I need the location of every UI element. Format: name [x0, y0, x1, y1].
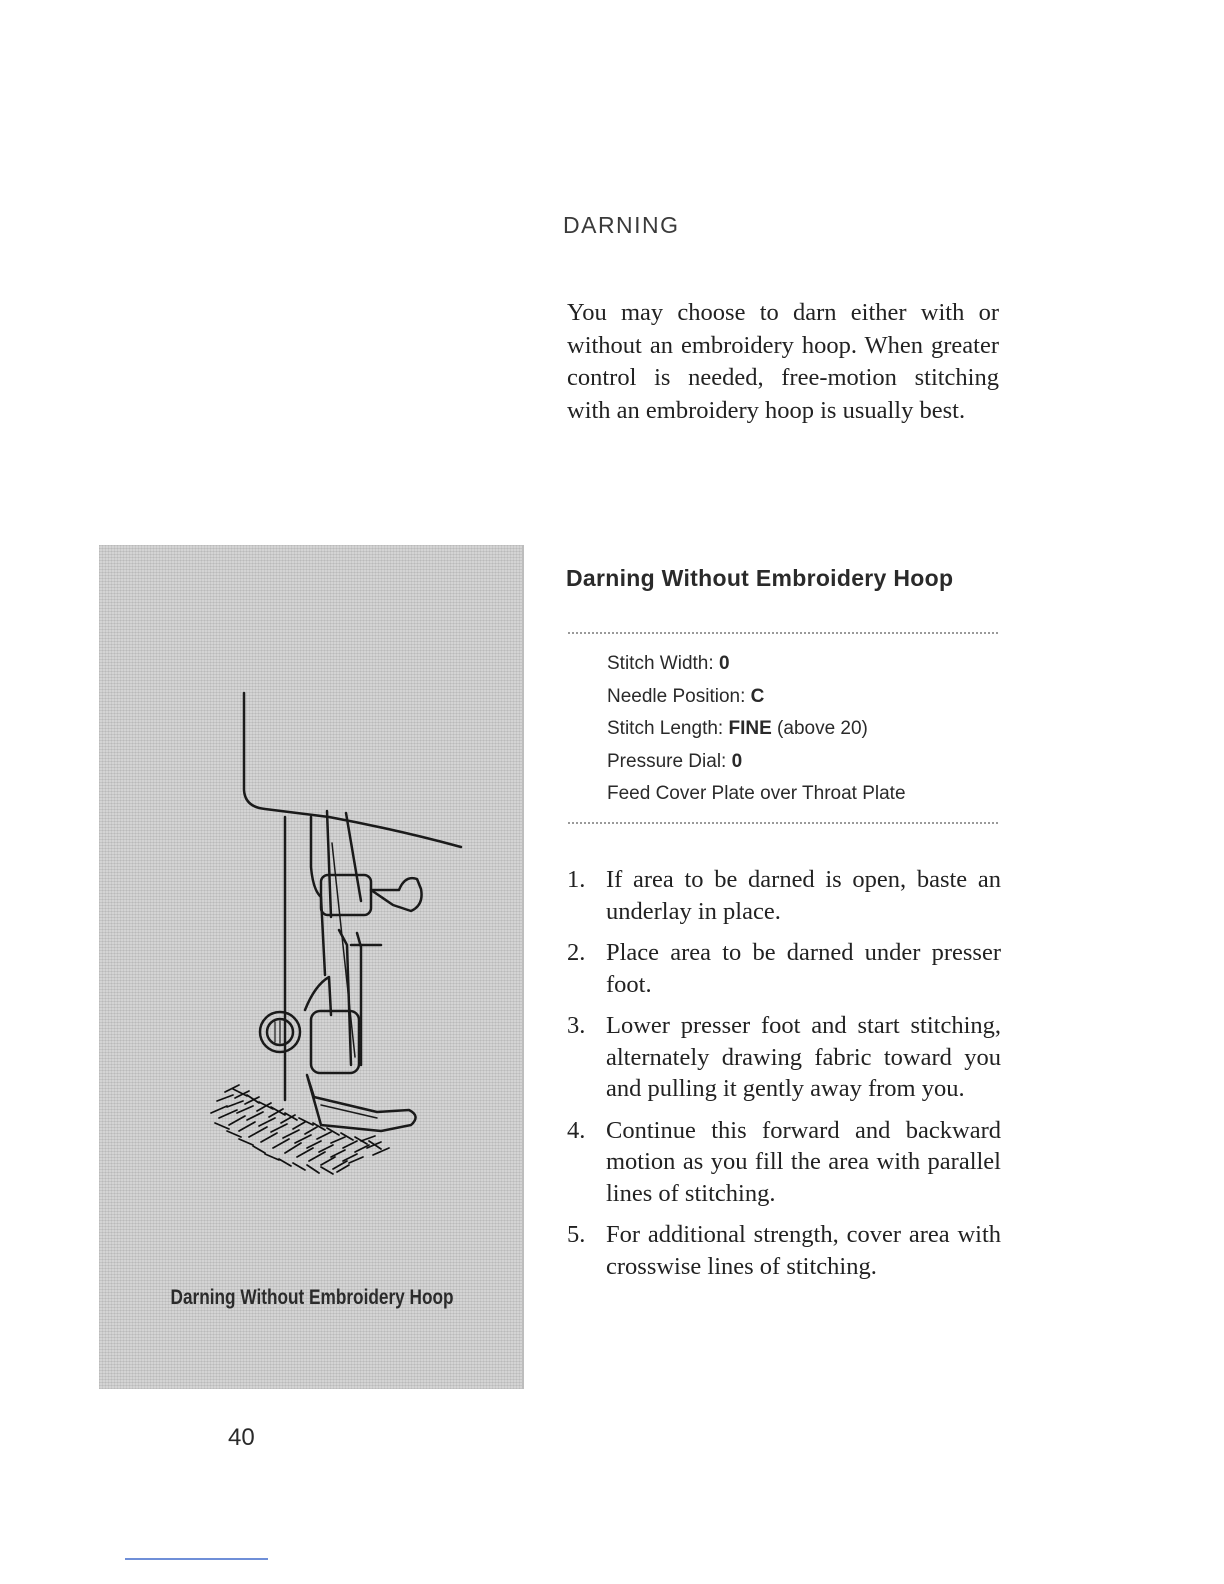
setting-value: C — [750, 685, 765, 707]
setting-value: 0 — [731, 750, 743, 772]
figure-caption: Darning Without Embroidery Hoop — [170, 1286, 454, 1309]
step-number: 5. — [567, 1221, 586, 1248]
subsection-title: Darning Without Embroidery Hoop — [566, 565, 954, 591]
instruction-steps — [567, 864, 1001, 1292]
setting-stitch-width — [607, 650, 906, 683]
setting-stitch-length — [607, 715, 906, 748]
step-text: For additional strength, cover area with crosswise lines of stitching. — [606, 1221, 1001, 1280]
machine-settings-list — [607, 650, 906, 813]
setting-label: Needle Position: — [607, 685, 746, 707]
step-text: Place area to be darned under presser foot. — [606, 939, 1001, 998]
step-text: Continue this forward and backward motion as you fill the area with parallel lines of stitching. — [606, 1116, 1001, 1207]
step-number: 3. — [567, 1012, 586, 1039]
setting-value: 0 — [718, 653, 730, 674]
setting-pressure-dial — [607, 748, 906, 781]
step-item — [567, 937, 1001, 1000]
setting-label: Feed Cover Plate over Throat Plate — [607, 783, 906, 804]
step-item — [567, 1010, 1001, 1105]
step-number: 4. — [567, 1116, 586, 1144]
step-item — [567, 1115, 1001, 1210]
step-text: If area to be darned is open, baste an underlay in place. — [606, 866, 1001, 925]
step-number: 1. — [567, 866, 586, 893]
settings-bottom-divider — [568, 822, 998, 824]
page-number: 40 — [228, 1424, 255, 1451]
setting-label: Pressure Dial: — [607, 750, 727, 772]
setting-needle-position — [607, 683, 906, 716]
section-title: DARNING — [563, 212, 680, 238]
step-item — [567, 864, 1001, 927]
step-item — [567, 1219, 1001, 1282]
figure-panel — [99, 545, 524, 1389]
setting-label: Stitch Width: — [607, 653, 714, 674]
setting-label: Stitch Length: — [607, 718, 724, 739]
scan-edge-mark — [125, 1558, 268, 1560]
sewing-machine-illustration — [99, 545, 522, 1389]
step-number: 2. — [567, 939, 586, 966]
intro-paragraph: You may choose to darn either with or without an embroidery hoop. When greater control is needed, free-motion stitching with an embroidery hoop is usually best. — [567, 299, 999, 424]
setting-feed-cover-plate — [607, 780, 906, 813]
step-text: Lower presser foot and start stitching, alternately drawing fabric toward you and pulling it gently away from you. — [606, 1012, 1001, 1102]
setting-note: (above 20) — [777, 718, 868, 739]
setting-value: FINE — [728, 718, 772, 739]
settings-top-divider — [568, 632, 998, 634]
